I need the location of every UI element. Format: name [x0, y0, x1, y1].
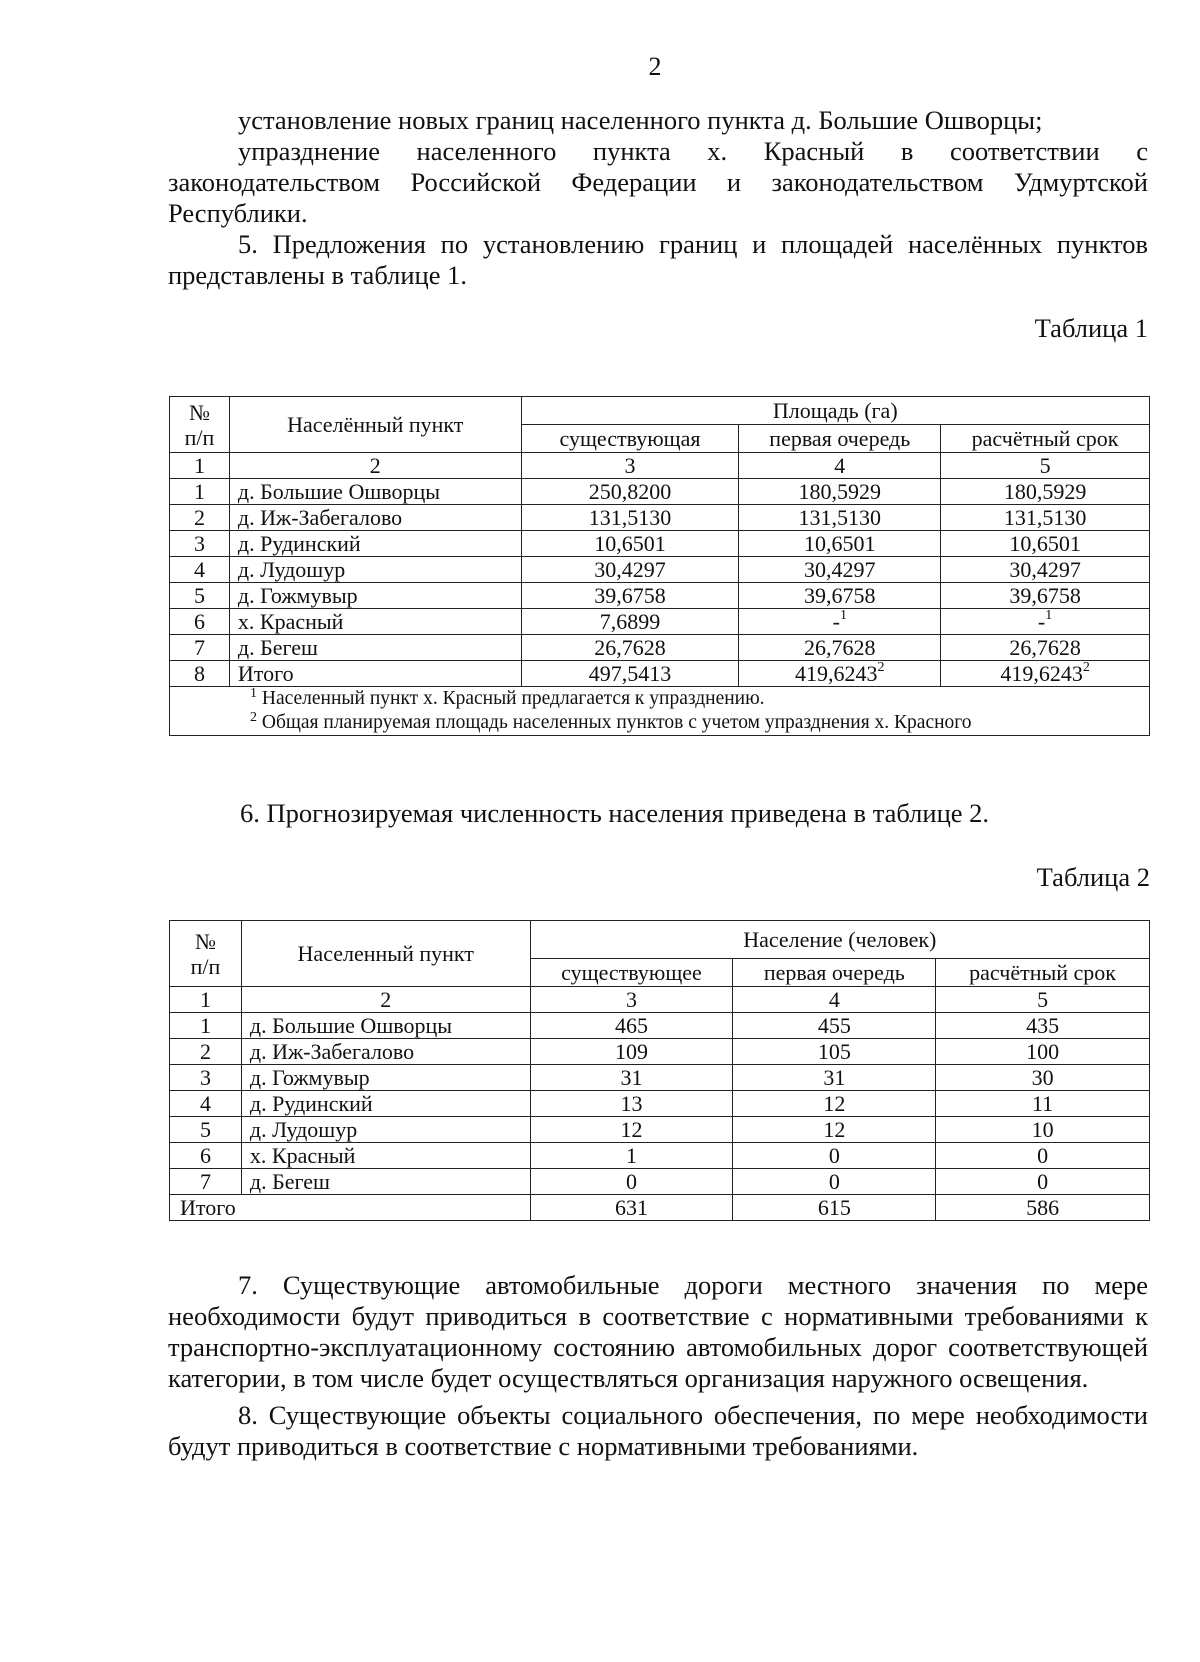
col-number: 1	[170, 453, 230, 479]
header-population: Население (человек)	[530, 921, 1149, 959]
table2-caption: Таблица 2	[1036, 862, 1150, 892]
row-num: 1	[170, 1013, 242, 1039]
table-row	[170, 557, 1150, 583]
row-first-stage: 39,6758	[739, 583, 941, 609]
row-final-term: 435	[936, 1013, 1150, 1039]
row-final-term: -$^1$	[941, 609, 1150, 635]
row-existing: 0	[530, 1169, 733, 1195]
row-existing: 12	[530, 1117, 733, 1143]
row-first-stage: 419,6243$^2$	[739, 661, 941, 687]
footnotes	[170, 687, 1150, 736]
header-first-stage: первая очередь	[739, 425, 941, 453]
header-existing: существующая	[521, 425, 739, 453]
col-number: 2	[229, 453, 521, 479]
row-existing: 39,6758	[521, 583, 739, 609]
row-name: д. Гожмувыр	[241, 1065, 530, 1091]
col-number: 2	[241, 987, 530, 1013]
column-number-row	[170, 453, 1150, 479]
table-row	[170, 505, 1150, 531]
header-settlement: Населенный пункт	[241, 921, 530, 987]
footnote-2: $^2$ Общая планируемая площадь населенных пунктов с учетом упразднения х. Красного	[250, 710, 972, 733]
col-number: 4	[733, 987, 936, 1013]
table-row	[170, 1039, 1150, 1065]
row-num: 6	[170, 609, 230, 635]
row-name: д. Рудинский	[229, 531, 521, 557]
total-existing: 631	[530, 1195, 733, 1221]
row-name: д. Лудошур	[241, 1117, 530, 1143]
total-row	[170, 661, 1150, 687]
header-num: № п/п	[170, 921, 242, 987]
row-first-stage: 10,6501	[739, 531, 941, 557]
row-name: д. Большие Ошворцы	[241, 1013, 530, 1039]
row-name: х. Красный	[241, 1143, 530, 1169]
header-area: Площадь (га)	[521, 397, 1149, 425]
footnotes-row	[170, 687, 1150, 736]
table-row	[170, 1065, 1150, 1091]
col-number: 5	[941, 453, 1150, 479]
row-first-stage: 12	[733, 1091, 936, 1117]
table-row	[170, 479, 1150, 505]
header-first-stage: первая очередь	[733, 959, 936, 987]
row-final-term: 30,4297	[941, 557, 1150, 583]
row-num: 5	[170, 1117, 242, 1143]
row-name: х. Красный	[229, 609, 521, 635]
table1-caption: Таблица 1	[1034, 313, 1148, 343]
row-name: д. Рудинский	[241, 1091, 530, 1117]
col-number: 5	[936, 987, 1150, 1013]
paragraph-line: законодательством Российской Федерации и законодательством Удмуртской	[168, 167, 1148, 197]
row-name: д. Иж-Забегалово	[229, 505, 521, 531]
row-first-stage: 455	[733, 1013, 936, 1039]
header-final-term: расчётный срок	[941, 425, 1150, 453]
row-existing: 109	[530, 1039, 733, 1065]
header-final-term: расчётный срок	[936, 959, 1150, 987]
col-number: 3	[521, 453, 739, 479]
paragraph-line: Республики.	[168, 198, 308, 228]
paragraph-7: 7. Существующие автомобильные дороги местного значения по мере необходимости будут приводиться в соответствие с нормативными требованиями к транспортно-эксплуатационному состоянию автомобильных дорог соответствующей категории, в том числе будет осуществляться организация наружного освещения.	[168, 1270, 1148, 1393]
row-final-term: 0	[936, 1169, 1150, 1195]
paragraph-line: упразднение населенного пункта х. Красный в соответствии с	[238, 136, 1148, 166]
table-row	[170, 1013, 1150, 1039]
col-number: 3	[530, 987, 733, 1013]
header-settlement: Населённый пункт	[229, 397, 521, 453]
header-num: № п/п	[170, 397, 230, 453]
table-row	[170, 1117, 1150, 1143]
row-existing: 1	[530, 1143, 733, 1169]
row-name: д. Лудошур	[229, 557, 521, 583]
row-existing: 497,5413	[521, 661, 739, 687]
row-existing: 10,6501	[521, 531, 739, 557]
row-existing: 250,8200	[521, 479, 739, 505]
row-final-term: 180,5929	[941, 479, 1150, 505]
header-existing: существующее	[530, 959, 733, 987]
row-first-stage: 31	[733, 1065, 936, 1091]
row-final-term: 131,5130	[941, 505, 1150, 531]
paragraph-line: 5. Предложения по установлению границ и площадей населённых пунктов	[238, 229, 1148, 259]
row-final-term: 100	[936, 1039, 1150, 1065]
column-number-row	[170, 987, 1150, 1013]
row-final-term: 0	[936, 1143, 1150, 1169]
row-first-stage: 26,7628	[739, 635, 941, 661]
table-row	[170, 635, 1150, 661]
row-final-term: 10,6501	[941, 531, 1150, 557]
row-existing: 465	[530, 1013, 733, 1039]
table-row	[170, 531, 1150, 557]
paragraph-line: представлены в таблице 1.	[168, 260, 467, 290]
table-row	[170, 1143, 1150, 1169]
row-final-term: 39,6758	[941, 583, 1150, 609]
table-row	[170, 1169, 1150, 1195]
row-num: 8	[170, 661, 230, 687]
row-num: 2	[170, 1039, 242, 1065]
row-num: 6	[170, 1143, 242, 1169]
row-final-term: 10	[936, 1117, 1150, 1143]
table-row	[170, 583, 1150, 609]
total-first-stage: 615	[733, 1195, 936, 1221]
row-num: 3	[170, 1065, 242, 1091]
row-first-stage: -$^1$	[739, 609, 941, 635]
intro-text	[168, 105, 1148, 291]
row-first-stage: 30,4297	[739, 557, 941, 583]
row-num: 4	[170, 557, 230, 583]
row-final-term: 11	[936, 1091, 1150, 1117]
row-name: д. Большие Ошворцы	[229, 479, 521, 505]
col-number: 4	[739, 453, 941, 479]
col-number: 1	[170, 987, 242, 1013]
row-num: 7	[170, 635, 230, 661]
row-existing: 131,5130	[521, 505, 739, 531]
row-first-stage: 0	[733, 1169, 936, 1195]
row-existing: 7,6899	[521, 609, 739, 635]
total-label: Итого	[170, 1195, 531, 1221]
row-num: 2	[170, 505, 230, 531]
table-row	[170, 609, 1150, 635]
row-final-term: 30	[936, 1065, 1150, 1091]
row-first-stage: 0	[733, 1143, 936, 1169]
row-num: 7	[170, 1169, 242, 1195]
row-existing: 26,7628	[521, 635, 739, 661]
row-num: 1	[170, 479, 230, 505]
row-first-stage: 12	[733, 1117, 936, 1143]
row-first-stage: 105	[733, 1039, 936, 1065]
paragraph-8: 8. Существующие объекты социального обеспечения, по мере необходимости будут приводиться в соответствие с нормативными требованиями.	[168, 1400, 1148, 1461]
footnote-1: $^1$ Населенный пункт х. Красный предлагается к упразднению.	[250, 686, 765, 709]
row-first-stage: 180,5929	[739, 479, 941, 505]
table-row	[170, 1091, 1150, 1117]
total-final-term: 586	[936, 1195, 1150, 1221]
row-existing: 30,4297	[521, 557, 739, 583]
row-name: д. Гожмувыр	[229, 583, 521, 609]
row-num: 5	[170, 583, 230, 609]
row-final-term: 419,6243$^2$	[941, 661, 1150, 687]
row-name: д. Бегеш	[241, 1169, 530, 1195]
row-name: д. Бегеш	[229, 635, 521, 661]
row-existing: 31	[530, 1065, 733, 1091]
row-first-stage: 131,5130	[739, 505, 941, 531]
row-num: 4	[170, 1091, 242, 1117]
row-existing: 13	[530, 1091, 733, 1117]
page-number: 2	[648, 52, 662, 81]
total-row	[170, 1195, 1150, 1221]
paragraph-line: установление новых границ населенного пункта д. Большие Ошворцы;	[238, 105, 1043, 135]
row-num: 3	[170, 531, 230, 557]
closing-text	[168, 1270, 1148, 1462]
row-final-term: 26,7628	[941, 635, 1150, 661]
row-name: д. Иж-Забегалово	[241, 1039, 530, 1065]
table-1	[169, 396, 1150, 736]
table-2	[169, 920, 1150, 1221]
paragraph-6: 6. Прогнозируемая численность населения приведена в таблице 2.	[240, 798, 990, 828]
row-name: Итого	[229, 661, 521, 687]
